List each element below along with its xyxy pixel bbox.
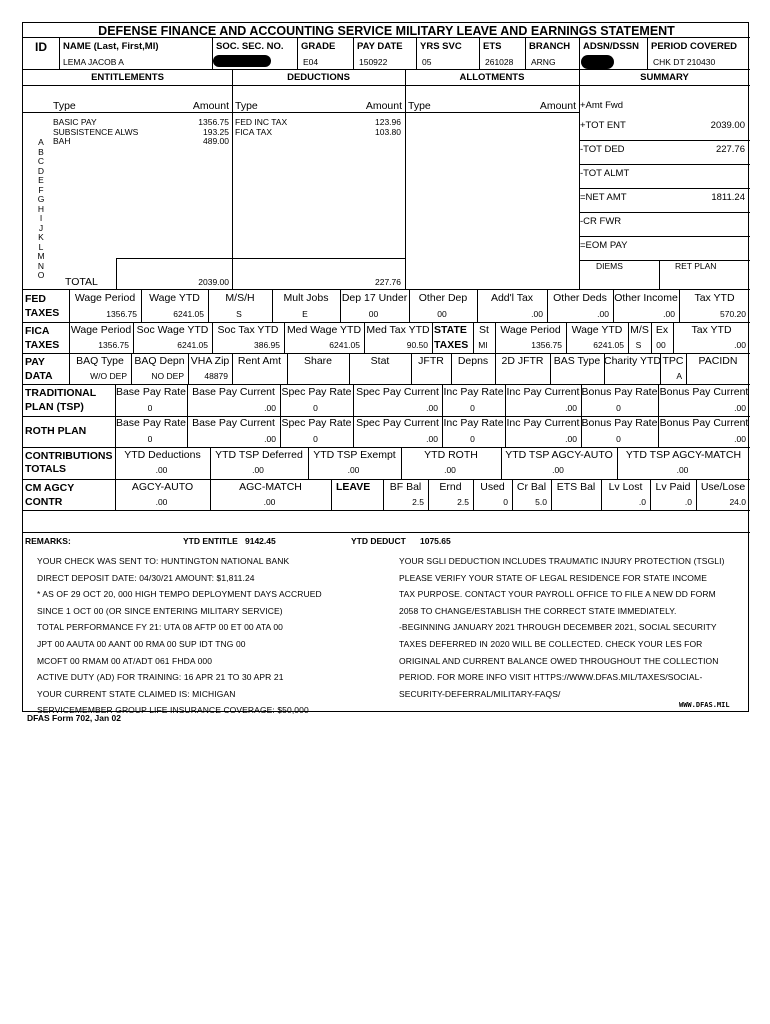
remarks-line: TOTAL PERFORMANCE FY 21: UTA 08 AFTP 00 ET 00 ATA 00 bbox=[37, 622, 283, 633]
pay-header: Rent Amt bbox=[237, 355, 282, 367]
fed-value: S bbox=[236, 309, 242, 319]
summary-value: 1811.24 bbox=[711, 192, 745, 203]
cm-agcy-value: .00 bbox=[155, 497, 168, 507]
entitlements-type-label: Type bbox=[53, 100, 76, 112]
tsp-value: 0 bbox=[616, 403, 621, 413]
list-item: 123.96 bbox=[375, 117, 401, 127]
fed-header: Wage YTD bbox=[149, 292, 200, 304]
pay-header: 2D JFTR bbox=[501, 355, 544, 367]
remarks-line: -BEGINNING JANUARY 2021 THROUGH DECEMBER 2021, SOCIAL SECURITY bbox=[399, 622, 717, 633]
fed-value: 00 bbox=[437, 309, 447, 319]
roth-value: 0 bbox=[616, 434, 621, 444]
branch-value: ARNG bbox=[531, 57, 556, 67]
state-value: S bbox=[635, 340, 642, 350]
contrib-value: .00 bbox=[252, 465, 264, 475]
entitlement-letter: D bbox=[37, 165, 45, 176]
pay-header: BAS Type bbox=[553, 355, 601, 367]
list-item: FED INC TAX bbox=[235, 117, 288, 127]
fed-value: .00 bbox=[597, 309, 609, 319]
deductions-list bbox=[235, 118, 287, 137]
fed-header: Other Income bbox=[614, 292, 678, 304]
contrib-header: YTD TSP Deferred bbox=[215, 449, 303, 461]
contrib-value: .00 bbox=[444, 465, 456, 475]
pay-header: Charity YTD bbox=[604, 355, 661, 367]
summary-label: =EOM PAY bbox=[580, 240, 628, 251]
summary-header: SUMMARY bbox=[640, 72, 689, 83]
state-header: St bbox=[479, 324, 489, 336]
remarks-line: JPT 00 AAUTA 00 AANT 00 RMA 00 SUP IDT TNG 00 bbox=[37, 638, 246, 649]
roth-value: 0 bbox=[470, 434, 475, 444]
list-item: 103.80 bbox=[375, 126, 401, 137]
allotments-amount-label: Amount bbox=[539, 100, 576, 112]
entitlement-letter: C bbox=[37, 156, 45, 166]
leave-header: ETS Bal bbox=[556, 481, 596, 493]
fed-header: M/S/H bbox=[225, 292, 255, 304]
list-item: SUBSISTENCE ALWS bbox=[53, 126, 139, 137]
pay-header: Stat bbox=[370, 355, 390, 367]
pay-value: NO DEP bbox=[151, 371, 184, 381]
entitlement-letter: J bbox=[38, 222, 44, 233]
state-header: Wage Period bbox=[500, 324, 561, 336]
summary-value: 227.76 bbox=[715, 144, 745, 155]
list-item: 193.25 bbox=[203, 126, 229, 137]
state-taxes-label: STATE bbox=[434, 324, 467, 336]
ytd-deduct-label: YTD DEDUCT bbox=[351, 536, 406, 546]
dfas-website: WWW.DFAS.MIL bbox=[679, 701, 730, 709]
remarks-line: MCOFT 00 RMAM 00 AT/ADT 061 FHDA 000 bbox=[37, 655, 213, 666]
deductions-amounts bbox=[335, 118, 401, 137]
roth-header: Inc Pay Rate bbox=[443, 417, 504, 429]
fica-value: 90.50 bbox=[406, 340, 428, 350]
cm-agcy-header: AGCY-AUTO bbox=[131, 481, 194, 493]
summary-label: -TOT ALMT bbox=[580, 168, 630, 179]
pay-header: VHA Zip bbox=[190, 355, 230, 367]
tsp-label: PLAN (TSP) bbox=[25, 401, 84, 413]
contrib-header: YTD TSP AGCY-MATCH bbox=[625, 449, 742, 461]
roth-value: .00 bbox=[426, 434, 438, 444]
pay-value: W/O DEP bbox=[90, 371, 127, 381]
tsp-header: Base Pay Current bbox=[192, 386, 275, 398]
state-value: .00 bbox=[734, 340, 746, 350]
fica-header: Wage Period bbox=[70, 324, 132, 336]
entitlements-list bbox=[53, 118, 138, 147]
fed-header: Tax YTD bbox=[694, 292, 735, 304]
entitlement-letter: F bbox=[38, 184, 44, 195]
roth-header: Spec Pay Rate bbox=[281, 417, 352, 429]
fed-value: 00 bbox=[368, 309, 379, 319]
deductions-amount-label: Amount bbox=[365, 100, 402, 112]
entitlement-letter: A bbox=[38, 137, 44, 147]
entitlement-letter: B bbox=[38, 146, 44, 157]
fica-value: 386.95 bbox=[254, 340, 280, 350]
roth-header: Inc Pay Current bbox=[506, 417, 580, 429]
pay-header: BAQ Depn bbox=[134, 355, 185, 367]
pay-date-value: 150922 bbox=[359, 57, 388, 67]
adsn-label: ADSN/DSSN bbox=[583, 41, 639, 52]
period-value: CHK DT 210430 bbox=[653, 57, 716, 67]
cm-agcy-header: AGC-MATCH bbox=[239, 481, 302, 493]
fed-header: Add'l Tax bbox=[490, 292, 534, 304]
ets-value: 261028 bbox=[485, 57, 514, 67]
fica-taxes-label: FICA bbox=[25, 325, 50, 337]
form-title: DEFENSE FINANCE AND ACCOUNTING SERVICE MILITARY LEAVE AND EARNINGS STATEMENT bbox=[98, 24, 675, 38]
fed-taxes-label: TAXES bbox=[25, 307, 60, 319]
yrs-svc-label: YRS SVC bbox=[420, 41, 462, 52]
deductions-type-label: Type bbox=[235, 100, 258, 112]
leave-label: LEAVE bbox=[336, 481, 371, 493]
roth-value: 0 bbox=[313, 434, 318, 444]
roth-header: Bonus Pay Current bbox=[659, 417, 749, 429]
contrib-header: YTD TSP Exempt bbox=[313, 449, 396, 461]
summary-label: -CR FWR bbox=[580, 216, 622, 227]
remarks-line: TAX PURPOSE. CONTACT YOUR PAYROLL OFFICE TO FILE A NEW DD FORM bbox=[399, 589, 716, 600]
summary-value: 2039.00 bbox=[710, 120, 745, 131]
roth-value: 0 bbox=[147, 434, 153, 444]
fed-header: Mult Jobs bbox=[283, 292, 329, 304]
fica-header: Soc Tax YTD bbox=[217, 324, 279, 336]
adsn-redaction bbox=[581, 55, 614, 69]
remarks-line: YOUR CURRENT STATE CLAIMED IS: MICHIGAN bbox=[37, 688, 236, 699]
state-header: Wage YTD bbox=[571, 324, 623, 336]
tsp-label: TRADITIONAL bbox=[25, 387, 97, 399]
entitlement-letter: L bbox=[38, 241, 44, 252]
leave-header: BF Bal bbox=[389, 481, 422, 493]
period-label: PERIOD COVERED bbox=[651, 41, 738, 52]
remarks-left-text bbox=[37, 553, 322, 719]
ets-label: ETS bbox=[483, 41, 502, 52]
remarks-line: YOUR CHECK WAS SENT TO: HUNTINGTON NATIONAL BANK bbox=[37, 556, 290, 566]
leave-value: .0 bbox=[684, 497, 692, 507]
pay-header: JFTR bbox=[418, 355, 444, 367]
remarks-line: SECURITY-DEFERRAL/MILITARY-FAQS/ bbox=[399, 688, 561, 699]
roth-value: .00 bbox=[565, 434, 577, 444]
roth-value: .00 bbox=[264, 434, 276, 444]
total-deductions: 227.76 bbox=[375, 277, 401, 287]
leave-value: 5.0 bbox=[535, 497, 547, 507]
ssn-redaction bbox=[213, 55, 271, 67]
pay-header: Depns bbox=[457, 355, 489, 367]
fed-header: Other Deds bbox=[553, 292, 607, 304]
grade-value: E04 bbox=[303, 57, 319, 67]
summary-label: -TOT DED bbox=[580, 144, 625, 155]
roth-header: Bonus Pay Rate bbox=[581, 417, 658, 429]
contrib-value: .00 bbox=[552, 465, 564, 475]
roth-label: ROTH PLAN bbox=[25, 425, 87, 437]
tsp-value: 0 bbox=[313, 403, 318, 413]
les-form bbox=[22, 22, 749, 716]
remarks-line: PERIOD. FOR MORE INFO VISIT HTTPS://WWW.DFAS.MIL/TAXES/SOCIAL- bbox=[399, 672, 703, 683]
cm-agcy-value: .00 bbox=[263, 497, 276, 507]
entitlement-letter: O bbox=[37, 270, 45, 280]
contrib-header: YTD Deductions bbox=[124, 449, 201, 461]
fed-header: Dep 17 Under bbox=[341, 292, 408, 304]
tsp-header: Spec Pay Current bbox=[356, 386, 439, 398]
fed-taxes-label: FED bbox=[25, 293, 46, 305]
leave-value: .0 bbox=[638, 497, 646, 507]
leave-header: Lv Lost bbox=[608, 481, 643, 493]
list-item: BASIC PAY bbox=[53, 117, 97, 127]
entitlement-letter: H bbox=[37, 203, 45, 214]
leave-value: 0 bbox=[503, 497, 508, 507]
pay-data-label: PAY bbox=[25, 356, 45, 368]
state-value: 6241.05 bbox=[593, 340, 624, 350]
pay-header: Share bbox=[303, 355, 333, 367]
entitlement-letter: K bbox=[38, 232, 44, 242]
tsp-header: Spec Pay Rate bbox=[281, 386, 352, 398]
id-label: ID bbox=[35, 40, 47, 54]
fed-value: .00 bbox=[531, 309, 543, 319]
state-value: MI bbox=[478, 340, 488, 350]
state-value: 00 bbox=[656, 340, 666, 350]
fed-header: Wage Period bbox=[74, 292, 136, 304]
fed-value: .00 bbox=[663, 309, 675, 319]
roth-header: Spec Pay Current bbox=[356, 417, 439, 429]
pay-header: PACIDN bbox=[698, 355, 738, 367]
leave-header: Lv Paid bbox=[655, 481, 691, 493]
pay-value: A bbox=[676, 371, 682, 381]
grade-label: GRADE bbox=[301, 41, 336, 52]
entitlement-letter: I bbox=[39, 213, 43, 223]
name-value: LEMA JACOB A bbox=[63, 57, 124, 67]
remarks-line: ACTIVE DUTY (AD) FOR TRAINING: 16 APR 21 TO 30 APR 21 bbox=[37, 672, 284, 683]
entitlement-letter: E bbox=[38, 175, 44, 185]
tsp-value: 0 bbox=[147, 403, 153, 413]
entitlement-letters bbox=[35, 138, 47, 281]
leave-header: Used bbox=[480, 481, 505, 493]
contrib-header: YTD ROTH bbox=[424, 449, 478, 461]
fed-header: Other Dep bbox=[418, 292, 468, 304]
fica-taxes-label: TAXES bbox=[25, 339, 60, 351]
contributions-label: CONTRIBUTIONS bbox=[25, 450, 113, 462]
leave-header: Use/Lose bbox=[700, 481, 746, 493]
tsp-value: .00 bbox=[734, 403, 746, 413]
tsp-value: .00 bbox=[426, 403, 438, 413]
remarks-line: PLEASE VERIFY YOUR STATE OF LEGAL RESIDENCE FOR STATE INCOME bbox=[399, 572, 707, 583]
summary-label: =NET AMT bbox=[580, 192, 627, 203]
pay-date-label: PAY DATE bbox=[357, 41, 403, 52]
entitlement-letter: N bbox=[37, 260, 45, 271]
fica-header: Med Tax YTD bbox=[366, 324, 430, 336]
allotments-header: ALLOTMENTS bbox=[459, 72, 525, 83]
name-label: NAME (Last, First,MI) bbox=[63, 41, 159, 52]
tsp-header: Base Pay Rate bbox=[115, 386, 187, 398]
fica-header: Soc Wage YTD bbox=[136, 324, 209, 336]
fed-value: 6241.05 bbox=[173, 309, 204, 319]
contrib-header: YTD TSP AGCY-AUTO bbox=[505, 449, 613, 461]
diems-label: DIEMS bbox=[596, 261, 623, 271]
pay-data-label: DATA bbox=[25, 370, 53, 382]
entitlement-letter: G bbox=[37, 194, 45, 204]
contributions-label: TOTALS bbox=[25, 463, 67, 475]
remarks-right-text bbox=[399, 553, 725, 702]
deductions-header: DEDUCTIONS bbox=[287, 72, 350, 83]
leave-value: 2.5 bbox=[412, 497, 424, 507]
cm-agcy-label: CM AGCY bbox=[25, 482, 75, 494]
ytd-entitle-value: 9142.45 bbox=[245, 536, 276, 546]
roth-value: .00 bbox=[734, 434, 746, 444]
list-item: 489.00 bbox=[203, 136, 229, 146]
fica-value: 6241.05 bbox=[329, 340, 360, 350]
entitlements-amounts bbox=[163, 118, 229, 147]
remarks-line: SINCE 1 OCT 00 (OR SINCE ENTERING MILITARY SERVICE) bbox=[37, 605, 283, 616]
total-entitlements: 2039.00 bbox=[198, 277, 229, 287]
tsp-header: Inc Pay Current bbox=[506, 386, 580, 398]
state-header: M/S bbox=[630, 324, 649, 336]
leave-value: 2.5 bbox=[457, 497, 469, 507]
fed-value: 1356.75 bbox=[106, 309, 137, 319]
tsp-header: Bonus Pay Rate bbox=[581, 386, 658, 398]
fica-value: 6241.05 bbox=[177, 340, 208, 350]
fed-value: E bbox=[302, 309, 308, 319]
contrib-value: .00 bbox=[676, 465, 689, 475]
tsp-value: .00 bbox=[565, 403, 577, 413]
fica-value: 1356.75 bbox=[98, 340, 129, 350]
form-footer: DFAS Form 702, Jan 02 bbox=[27, 713, 122, 723]
fed-value: 570.20 bbox=[720, 309, 746, 319]
contrib-value: .00 bbox=[155, 465, 168, 475]
allotments-type-label: Type bbox=[408, 100, 431, 112]
tsp-header: Bonus Pay Current bbox=[659, 386, 749, 398]
state-taxes-label: TAXES bbox=[434, 339, 469, 351]
pay-header: TPC bbox=[662, 355, 684, 367]
state-value: 1356.75 bbox=[531, 340, 562, 350]
tsp-header: Inc Pay Rate bbox=[443, 386, 504, 398]
tsp-value: .00 bbox=[264, 403, 276, 413]
remarks-line: ORIGINAL AND CURRENT BALANCE OWED THROUGHOUT THE COLLECTION bbox=[399, 655, 719, 666]
contrib-value: .00 bbox=[347, 465, 360, 475]
leave-header: Ernd bbox=[439, 481, 462, 493]
ytd-deduct-value: 1075.65 bbox=[420, 536, 451, 546]
tsp-value: 0 bbox=[470, 403, 475, 413]
state-header: Ex bbox=[655, 324, 669, 336]
remarks-line: * AS OF 29 OCT 20, 000 HIGH TEMPO DEPLOYMENT DAYS ACCRUED bbox=[37, 589, 322, 600]
entitlements-amount-label: Amount bbox=[192, 100, 229, 112]
remarks-line: TAXES DEFERRED IN 2020 WILL BE COLLECTED. CHECK YOUR LES FOR bbox=[399, 638, 703, 649]
roth-header: Base Pay Current bbox=[192, 417, 275, 429]
list-item: 1356.75 bbox=[198, 117, 229, 127]
remarks-line: DIRECT DEPOSIT DATE: 04/30/21 AMOUNT: $1,811.24 bbox=[37, 572, 255, 583]
pay-value: 48879 bbox=[204, 371, 228, 381]
entitlements-header: ENTITLEMENTS bbox=[91, 72, 164, 83]
state-header: Tax YTD bbox=[691, 324, 732, 336]
remarks-label: REMARKS: bbox=[25, 536, 71, 546]
roth-header: Base Pay Rate bbox=[115, 417, 187, 429]
pay-header: BAQ Type bbox=[76, 355, 124, 367]
leave-value: 24.0 bbox=[729, 497, 746, 507]
cm-agcy-label: CONTR bbox=[25, 496, 63, 508]
ssn-label: SOC. SEC. NO. bbox=[216, 41, 284, 52]
summary-label: +TOT ENT bbox=[580, 120, 626, 131]
entitlement-letter: M bbox=[37, 251, 45, 261]
branch-label: BRANCH bbox=[529, 41, 571, 52]
list-item: BAH bbox=[53, 136, 71, 146]
yrs-svc-value: 05 bbox=[422, 57, 432, 67]
list-item: FICA TAX bbox=[235, 126, 273, 137]
remarks-line: 2058 TO CHANGE/ESTABLISH THE CORRECT STATE IMMEDIATELY. bbox=[399, 605, 677, 616]
ret-plan-label: RET PLAN bbox=[675, 261, 717, 271]
ytd-entitle-label: YTD ENTITLE bbox=[183, 536, 238, 546]
remarks-line: YOUR SGLI DEDUCTION INCLUDES TRAUMATIC INJURY PROTECTION (TSGLI) bbox=[399, 556, 725, 566]
summary-label: +Amt Fwd bbox=[580, 100, 624, 111]
remarks-line: SERVICEMEMBER GROUP LIFE INSURANCE COVERAGE: $50,000 bbox=[37, 705, 309, 716]
fica-header: Med Wage YTD bbox=[286, 324, 362, 336]
leave-header: Cr Bal bbox=[516, 481, 547, 493]
total-label: TOTAL bbox=[65, 276, 98, 288]
